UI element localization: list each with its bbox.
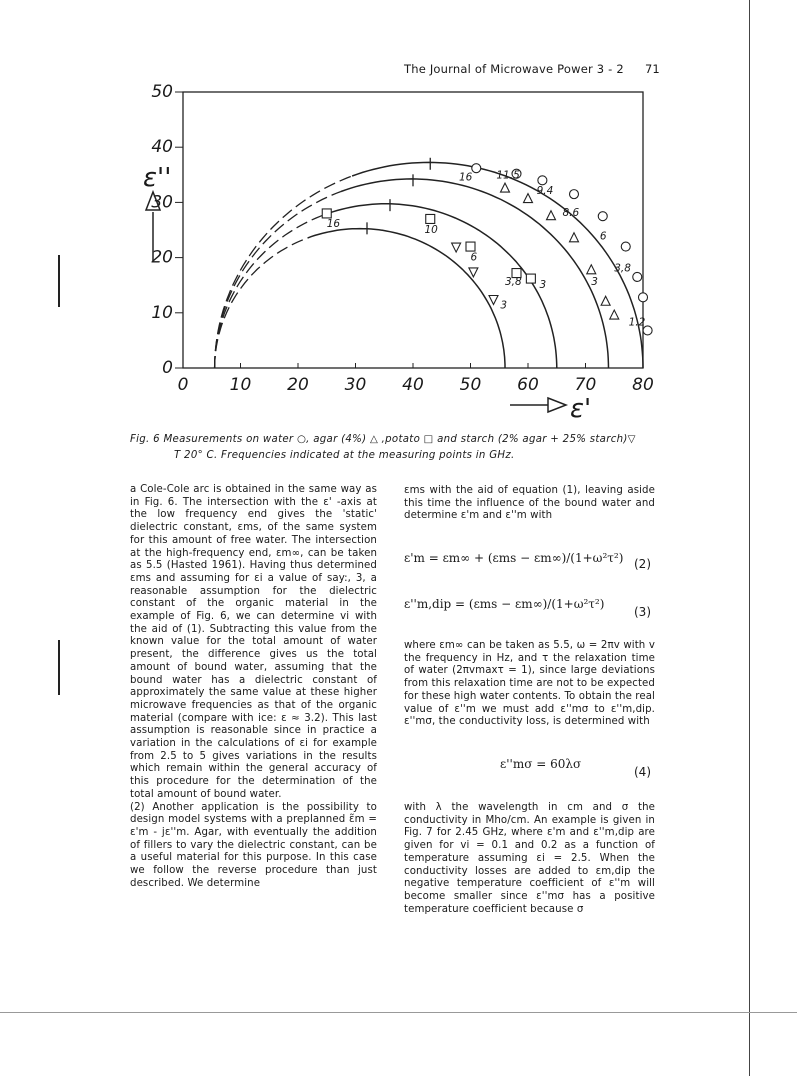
equation-2: ε'm = εm∞ + (εms − εm∞)/(1+ω²τ²)	[404, 551, 624, 565]
x-axis-arrow-head	[548, 398, 566, 412]
y-tick-label: 40	[151, 137, 173, 158]
circle-marker	[621, 242, 630, 251]
triangle-marker	[524, 194, 533, 203]
circle-marker	[639, 293, 648, 302]
page-number: 71	[645, 62, 660, 76]
caption-line-2: T 20° C. Frequencies indicated at the measuring points in GHz.	[174, 450, 515, 461]
frequency-label: 8.6	[562, 207, 580, 220]
x-tick-label: 10	[229, 375, 252, 395]
caption-line-1: Fig. 6 Measurements on water ○, agar (4%) △ ,potato □ and starch (2% agar + 25% starch)▽	[130, 434, 636, 445]
triangle-down-marker	[452, 243, 461, 252]
x-tick-label: 80	[632, 375, 654, 395]
y-tick-label: 0	[162, 358, 173, 378]
x-tick-label: 20	[287, 375, 309, 395]
circle-marker	[598, 212, 607, 221]
right-column-bottom: with λ the wavelength in cm and σ the conductivity in Mho/cm. An example is given in Fig. 7 for 2.45 GHz, where ε'm and ε''m,dip are given for vi = 0.1 and 0.2 as a function of temperature assuming εi = 2.5. When the conductivity losses are added to εm,dip the negative temperature coefficient of ε''m will become smaller since ε''mσ has a positive temperature coefficient because σ	[404, 802, 655, 915]
y-tick-label: 20	[151, 247, 173, 268]
frequency-label: 9.4	[536, 185, 554, 198]
frequency-label: 3	[591, 276, 598, 289]
y-axis-label: ε''	[143, 163, 172, 193]
figure-caption	[130, 432, 690, 464]
frequency-label: 11.5	[496, 169, 520, 182]
square-marker	[526, 274, 535, 283]
x-tick-label: 60	[517, 375, 539, 395]
triangle-marker	[501, 183, 510, 192]
frequency-label: 6	[599, 230, 607, 243]
left-paragraph-1: a Cole-Cole arc is obtained in the same way as in Fig. 6. The intersection with the ε' -axis at the low frequency end gives the 'static' dielectric constant, εms, of the same system for this amount of free water. The intersection at the high-frequency end, εm∞, can be taken as 5.5 (Hasted 1961). Having thus determined εms and assuming for εi a value of say:, 3, a reasonable assumption for the dielectric constant of the organic material in the example of Fig. 6, we can determine vi with the aid of (1). Subtracting this value from the known value for the total amount of water present, the difference gives us the total amount of bound water, assuming that the bound water has a dielectric constant of approximately the same value at these higher microwave frequencies as that of the organic material (compare with ice: ε ≈ 3.2). This last assumption is reasonable since in practice a variation in the calculations of εi for example from 2.5 to 5 gives variations in the results which remain within the general accuracy of this procedure for the determination of the total amount of bound water.	[130, 484, 377, 800]
frequency-label: 10	[424, 223, 438, 236]
equation-2-number: (2)	[634, 557, 651, 571]
frequency-label: 16	[459, 171, 473, 184]
triangle-down-marker	[469, 268, 478, 277]
x-tick-label: 70	[574, 375, 597, 395]
plot-frame-rect	[183, 92, 643, 368]
bottom-rule	[0, 1012, 797, 1013]
circle-marker	[570, 190, 579, 199]
frequency-label: 3	[500, 299, 508, 312]
x-axis-label: ε'	[570, 394, 592, 424]
y-tick-label: 10	[151, 302, 173, 323]
margin-mark	[58, 640, 60, 695]
frequency-label: 3,8	[614, 262, 631, 275]
left-paragraph-2: (2) Another application is the possibility to design model systems with a preplanned ε̃m = ε'm - jε''m. Agar, with eventually the addition of fillers to vary the dielectric constant, can be a useful material for this purpose. In this case we follow the reverse procedure than just described. We determine	[130, 801, 377, 889]
triangle-marker	[570, 233, 579, 242]
frequency-label: 6	[470, 251, 478, 264]
circle-marker	[633, 272, 642, 281]
y-tick-label: 50	[151, 82, 173, 102]
x-tick-label: 0	[177, 375, 189, 395]
triangle-marker	[610, 310, 619, 319]
square-marker	[426, 214, 435, 223]
equation-3-number: (3)	[634, 605, 651, 619]
circle-marker	[538, 176, 547, 185]
frequency-label: 3,8	[505, 276, 522, 289]
equation-4: ε''mσ = 60λσ	[500, 757, 582, 771]
y-tick-label: 30	[151, 192, 173, 213]
frequency-label: 16	[326, 218, 341, 231]
arc-dashed	[215, 238, 308, 368]
equation-3: ε''m,dip = (εms − εm∞)/(1+ω²τ²)	[404, 597, 605, 611]
equation-4-number: (4)	[634, 765, 651, 779]
x-tick-label: 40	[402, 375, 424, 395]
right-column-intro: εms with the aid of equation (1), leaving aside this time the influence of the bound water and determine ε'm and ε''m with	[404, 485, 655, 522]
triangle-down-marker	[489, 296, 498, 305]
x-tick-label: 30	[344, 375, 367, 395]
arcs	[215, 158, 643, 368]
plot-frame	[183, 92, 643, 368]
frequency-label: 1.2	[628, 316, 646, 329]
triangle-marker	[601, 296, 610, 305]
right-column-middle: where εm∞ can be taken as 5.5, ω = 2πv with v the frequency in Hz, and τ the relaxation time of water (2πvmaxτ = 1), since large deviations from this relaxation time are not to be expected for these high water contents. To obtain the real value of ε''m we must add ε''mσ to ε''m,dip. ε''mσ, the conductivity loss, is determined with	[404, 640, 655, 728]
axes	[143, 82, 654, 424]
square-marker	[322, 209, 331, 218]
square-marker	[466, 242, 475, 251]
arc-dashed	[215, 176, 353, 368]
left-column	[130, 484, 377, 891]
cole-cole-figure	[0, 0, 797, 440]
data-points	[322, 164, 652, 335]
arc-solid	[352, 162, 643, 368]
circle-marker	[472, 164, 481, 173]
frequency-label: 3	[539, 278, 547, 291]
x-tick-label: 50	[459, 375, 482, 395]
running-header: The Journal of Microwave Power 3 - 2	[404, 62, 624, 76]
triangle-marker	[587, 265, 596, 274]
triangle-marker	[547, 211, 556, 220]
